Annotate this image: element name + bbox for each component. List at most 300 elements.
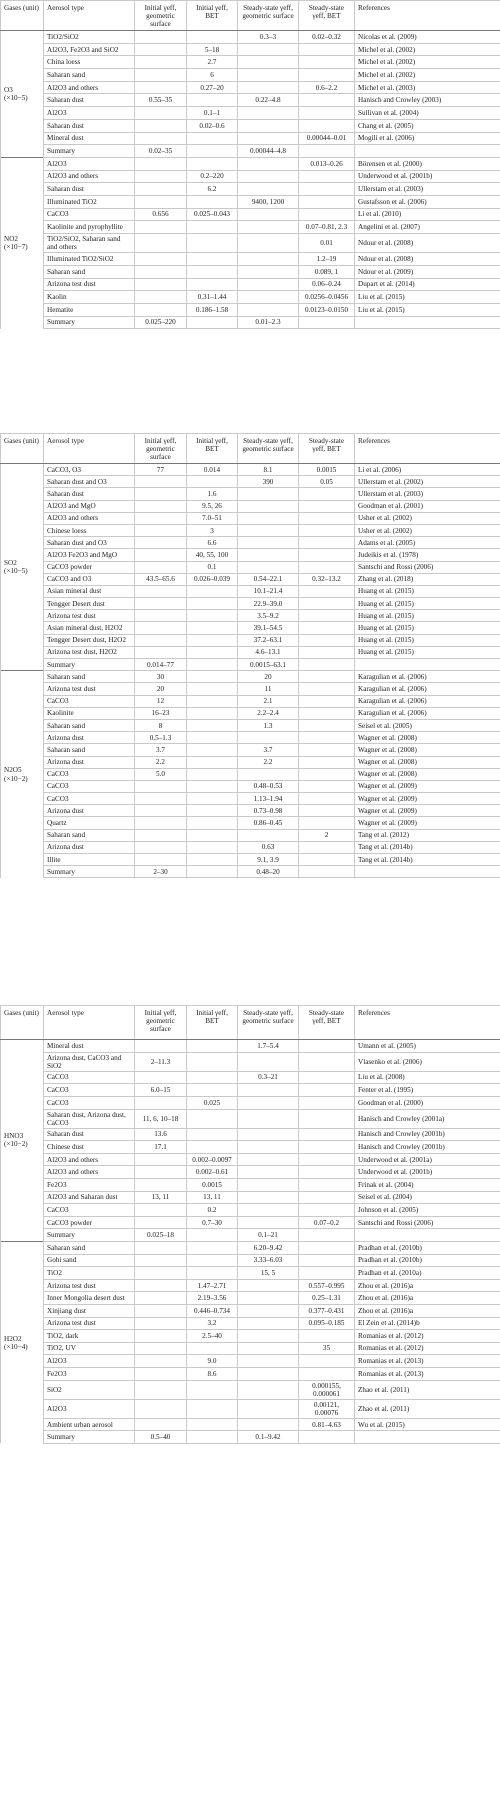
steady-bet-cell [299, 1191, 355, 1204]
aerosol-type-cell: Chinese loess [44, 524, 135, 536]
steady-bet-cell [299, 1166, 355, 1179]
initial-bet-cell: 0.002–0.61 [187, 1166, 238, 1179]
initial-bet-cell: 2.7 [187, 56, 238, 69]
reference-cell: Wagner et al. (2009) [355, 793, 500, 805]
steady-bet-cell [299, 634, 355, 646]
steady-geometric-cell [238, 1191, 299, 1204]
initial-geometric-cell [135, 253, 187, 266]
gas-name: HNO3 [4, 1132, 24, 1141]
table-row [1, 94, 500, 107]
reference-cell: Sullivan et al. (2004) [355, 107, 500, 120]
initial-bet-cell: 0.186–1.58 [187, 303, 238, 316]
initial-geometric-cell: 8 [135, 719, 187, 731]
reference-cell: Wagner et al. (2008) [355, 756, 500, 768]
initial-bet-cell: 40, 55, 100 [187, 549, 238, 561]
steady-geometric-cell: 1.3 [238, 719, 299, 731]
initial-geometric-cell [135, 43, 187, 56]
table-row [1, 866, 500, 878]
steady-geometric-cell [238, 829, 299, 841]
initial-geometric-cell: 13.6 [135, 1128, 187, 1141]
initial-bet-cell [187, 646, 238, 658]
steady-geometric-cell [238, 1355, 299, 1368]
initial-bet-cell [187, 732, 238, 744]
aerosol-type-cell: Saharan sand [44, 69, 135, 82]
table-row [1, 622, 500, 634]
initial-bet-cell [187, 817, 238, 829]
steady-geometric-cell: 1.7–5.4 [238, 1040, 299, 1053]
initial-bet-cell: 0.2–220 [187, 170, 238, 183]
table-row [1, 744, 500, 756]
initial-bet-cell [187, 31, 238, 44]
initial-geometric-cell: 5.0 [135, 768, 187, 780]
reference-cell: Huang et al. (2015) [355, 646, 500, 658]
initial-bet-cell [187, 1084, 238, 1097]
steady-bet-cell [299, 1254, 355, 1267]
table-row [1, 841, 500, 853]
initial-geometric-cell [135, 303, 187, 316]
data-table [0, 433, 500, 878]
initial-geometric-cell: 0.025–220 [135, 316, 187, 329]
steady-bet-cell [299, 1241, 355, 1254]
aerosol-type-header: Aerosol type [44, 1006, 135, 1040]
steady-geometric-cell [238, 1153, 299, 1166]
aerosol-type-cell: Arizona test dust [44, 1317, 135, 1330]
table-row [1, 221, 500, 234]
initial-bet-cell: 0.446–0.734 [187, 1304, 238, 1317]
initial-bet-cell: 6.2 [187, 183, 238, 196]
reference-cell: Frinak et al. (2004) [355, 1179, 500, 1192]
reference-cell: Hanisch and Crowley (2003) [355, 94, 500, 107]
initial-geometric-cell [135, 488, 187, 500]
steady-bet-cell: 0.6–2.2 [299, 81, 355, 94]
table-row [1, 500, 500, 512]
reference-cell [355, 1229, 500, 1242]
initial-bet-cell [187, 278, 238, 291]
steady-bet-cell: 0.25–1.31 [299, 1292, 355, 1305]
table-row [1, 488, 500, 500]
initial-bet-cell: 0.27–20 [187, 81, 238, 94]
steady-geometric-header: Steady-state γeff, geometric surface [238, 1006, 299, 1040]
initial-bet-cell [187, 132, 238, 145]
steady-geometric-cell: 0.1–9.42 [238, 1431, 299, 1444]
aerosol-type-cell: Summary [44, 316, 135, 329]
aerosol-type-cell: Summary [44, 1229, 135, 1242]
steady-geometric-cell [238, 253, 299, 266]
initial-geometric-cell [135, 512, 187, 524]
gas-cell [1, 671, 44, 878]
initial-geometric-cell [135, 1342, 187, 1355]
steady-geometric-cell [238, 1342, 299, 1355]
gas-name: H2O2 [4, 1334, 22, 1343]
aerosol-type-cell: CaCO3 [44, 768, 135, 780]
initial-geometric-cell [135, 69, 187, 82]
steady-bet-cell [299, 610, 355, 622]
reference-cell: Karagulian et al. (2006) [355, 695, 500, 707]
initial-geometric-cell [135, 81, 187, 94]
initial-geometric-cell [135, 1418, 187, 1431]
reference-cell: Ullerstam et al. (2003) [355, 488, 500, 500]
reference-cell: Huang et al. (2015) [355, 610, 500, 622]
steady-bet-cell [299, 646, 355, 658]
gases-header: Gases (unit) [1, 1006, 44, 1040]
initial-bet-cell [187, 265, 238, 278]
reference-cell: Seisel et al. (2004) [355, 1191, 500, 1204]
table-row [1, 793, 500, 805]
reference-cell: Michel et al. (2002) [355, 43, 500, 56]
reference-cell [355, 659, 500, 671]
steady-bet-cell: 0.02–0.32 [299, 31, 355, 44]
initial-geometric-cell [135, 1330, 187, 1343]
steady-geometric-cell [238, 69, 299, 82]
initial-geometric-cell [135, 622, 187, 634]
steady-bet-cell [299, 1040, 355, 1053]
initial-bet-cell: 2.5–40 [187, 1330, 238, 1343]
initial-bet-cell [187, 1254, 238, 1267]
reference-cell: Romanias et al. (2012) [355, 1330, 500, 1343]
steady-geometric-cell: 0.22–4.8 [238, 94, 299, 107]
steady-bet-cell [299, 756, 355, 768]
aerosol-type-cell: CaCO3 powder [44, 1216, 135, 1229]
initial-bet-cell: 0.014 [187, 464, 238, 476]
initial-geometric-cell [135, 585, 187, 597]
aerosol-type-cell: CaCO3 [44, 1084, 135, 1097]
steady-bet-cell [299, 695, 355, 707]
initial-bet-header: Initial γeff, BET [187, 1006, 238, 1040]
steady-bet-cell [299, 488, 355, 500]
table-row [1, 1418, 500, 1431]
table-row [1, 43, 500, 56]
steady-geometric-cell: 0.3–21 [238, 1071, 299, 1084]
initial-geometric-cell: 2–30 [135, 866, 187, 878]
aerosol-type-cell: China loess [44, 56, 135, 69]
reference-cell: Underwood et al. (2001b) [355, 1166, 500, 1179]
initial-bet-cell [187, 707, 238, 719]
initial-bet-cell [187, 1071, 238, 1084]
gas-cell [1, 464, 44, 671]
initial-geometric-cell [135, 841, 187, 853]
steady-geometric-cell [238, 561, 299, 573]
reference-cell: Chang et al. (2005) [355, 119, 500, 132]
reference-cell: Ullerstam et al. (2002) [355, 476, 500, 488]
steady-geometric-cell [238, 1166, 299, 1179]
header-row [1, 434, 500, 464]
aerosol-type-cell: Saharan dust [44, 1128, 135, 1141]
aerosol-type-cell: Inner Mongolia desert dust [44, 1292, 135, 1305]
table-row [1, 170, 500, 183]
steady-bet-cell [299, 780, 355, 792]
initial-geometric-cell [135, 221, 187, 234]
table-row [1, 253, 500, 266]
initial-geometric-cell: 12 [135, 695, 187, 707]
steady-geometric-cell: 3.7 [238, 744, 299, 756]
gas-cell [1, 157, 44, 328]
initial-geometric-cell: 13, 11 [135, 1191, 187, 1204]
steady-bet-cell [299, 119, 355, 132]
initial-bet-cell [187, 145, 238, 158]
reference-cell [355, 866, 500, 878]
reference-cell: Tang et al. (2014b) [355, 854, 500, 866]
initial-bet-cell [187, 866, 238, 878]
gas-name: SO2 [4, 559, 17, 568]
table-row [1, 132, 500, 145]
initial-bet-cell: 0.026–0.039 [187, 573, 238, 585]
steady-geometric-cell: 0.01–2.3 [238, 316, 299, 329]
aerosol-type-cell: Saharan dust and O3 [44, 537, 135, 549]
steady-geometric-cell [238, 1399, 299, 1418]
reference-cell: Tang et al. (2012) [355, 829, 500, 841]
steady-bet-cell: 0.089, 1 [299, 265, 355, 278]
initial-bet-cell [187, 598, 238, 610]
aerosol-type-cell: CaCO3 [44, 1204, 135, 1217]
initial-bet-cell: 0.002–0.0097 [187, 1153, 238, 1166]
initial-geometric-cell: 2.2 [135, 756, 187, 768]
steady-bet-cell [299, 1229, 355, 1242]
initial-geometric-cell: 0.55–35 [135, 94, 187, 107]
initial-bet-cell [187, 1418, 238, 1431]
steady-bet-cell [299, 561, 355, 573]
reference-cell: Zhou et al. (2016)a [355, 1304, 500, 1317]
reference-cell: Karagulian et al. (2006) [355, 671, 500, 683]
aerosol-type-cell: Al2O3 and others [44, 1166, 135, 1179]
aerosol-type-cell: CaCO3 [44, 208, 135, 221]
table-row [1, 1267, 500, 1280]
aerosol-type-cell: CaCO3 powder [44, 561, 135, 573]
reference-cell: Ndour et al. (2008) [355, 234, 500, 253]
steady-bet-header: Steady-state γeff, BET [299, 1, 355, 31]
table-row [1, 1431, 500, 1444]
steady-bet-cell [299, 1367, 355, 1380]
initial-geometric-cell [135, 634, 187, 646]
steady-bet-cell [299, 598, 355, 610]
header-row [1, 1006, 500, 1040]
steady-geometric-cell [238, 56, 299, 69]
steady-geometric-cell [238, 265, 299, 278]
steady-bet-cell [299, 841, 355, 853]
initial-bet-cell [187, 1109, 238, 1128]
table-row [1, 1342, 500, 1355]
steady-bet-cell: 0.81–4.63 [299, 1418, 355, 1431]
reference-cell [355, 316, 500, 329]
reference-cell: Zhang et al. (2018) [355, 573, 500, 585]
table-row [1, 1191, 500, 1204]
steady-bet-cell [299, 659, 355, 671]
reference-cell: Wagner et al. (2008) [355, 732, 500, 744]
table-row [1, 1355, 500, 1368]
table-row [1, 31, 500, 44]
initial-geometric-cell [135, 265, 187, 278]
initial-geometric-cell [135, 1153, 187, 1166]
initial-bet-cell [187, 316, 238, 329]
initial-geometric-cell [135, 524, 187, 536]
gas-cell [1, 1040, 44, 1242]
initial-bet-cell: 0.025–0.043 [187, 208, 238, 221]
steady-bet-cell [299, 524, 355, 536]
steady-bet-cell: 0.000155, 0.000061 [299, 1380, 355, 1399]
steady-geometric-cell [238, 1109, 299, 1128]
initial-geometric-cell [135, 793, 187, 805]
table-row [1, 537, 500, 549]
aerosol-type-cell: Saharan sand [44, 671, 135, 683]
steady-geometric-cell: 0.3–3 [238, 31, 299, 44]
steady-geometric-cell [238, 1330, 299, 1343]
initial-geometric-cell: 0.014–77 [135, 659, 187, 671]
reference-cell: Michel et al. (2002) [355, 69, 500, 82]
steady-bet-cell [299, 1071, 355, 1084]
steady-geometric-cell [238, 1179, 299, 1192]
initial-bet-cell [187, 683, 238, 695]
steady-geometric-cell [238, 1128, 299, 1141]
references-header: References [355, 1, 500, 31]
steady-bet-cell: 0.0123–0.0150 [299, 303, 355, 316]
steady-geometric-cell [238, 1141, 299, 1154]
table-row [1, 1179, 500, 1192]
steady-geometric-cell [238, 43, 299, 56]
table-part-2 [0, 433, 500, 878]
steady-bet-header: Steady-state γeff, BET [299, 434, 355, 464]
reference-cell: Santschi and Rossi (2006) [355, 1216, 500, 1229]
table-row [1, 81, 500, 94]
steady-geometric-cell [238, 512, 299, 524]
steady-bet-cell: 0.00121, 0.00076 [299, 1399, 355, 1418]
initial-geometric-cell [135, 1096, 187, 1109]
aerosol-type-cell: CaCO3 and O3 [44, 573, 135, 585]
gas-unit: (×10−2) [4, 1140, 28, 1149]
steady-bet-cell [299, 1330, 355, 1343]
steady-bet-cell [299, 1096, 355, 1109]
aerosol-type-cell: Ambient urban aerosol [44, 1418, 135, 1431]
initial-bet-cell [187, 610, 238, 622]
initial-geometric-cell [135, 1355, 187, 1368]
steady-geometric-cell [238, 1292, 299, 1305]
reference-cell: Wagner et al. (2009) [355, 817, 500, 829]
table-row [1, 1229, 500, 1242]
header-row [1, 1, 500, 31]
table-row [1, 1204, 500, 1217]
initial-geometric-cell [135, 780, 187, 792]
gas-name: N2O5 [4, 766, 22, 775]
table-row [1, 69, 500, 82]
aerosol-type-cell: TiO2/SiO2, Saharan sand and others [44, 234, 135, 253]
initial-bet-cell: 0.7–30 [187, 1216, 238, 1229]
steady-bet-cell [299, 1141, 355, 1154]
initial-geometric-cell [135, 1367, 187, 1380]
reference-cell: Tang et al. (2014b) [355, 841, 500, 853]
aerosol-type-cell: Al2O3 [44, 1399, 135, 1418]
table-row [1, 107, 500, 120]
initial-bet-cell [187, 476, 238, 488]
steady-geometric-cell [238, 221, 299, 234]
reference-cell: Romanias et al. (2013) [355, 1355, 500, 1368]
reference-cell: Wagner et al. (2008) [355, 768, 500, 780]
table-part-1 [0, 0, 500, 329]
initial-bet-cell [187, 1040, 238, 1053]
aerosol-type-cell: Al2O3 [44, 107, 135, 120]
steady-geometric-cell [238, 119, 299, 132]
initial-bet-cell: 0.2 [187, 1204, 238, 1217]
steady-geometric-cell [238, 278, 299, 291]
steady-geometric-cell: 0.48–0.53 [238, 780, 299, 792]
steady-geometric-cell: 22.9–39.0 [238, 598, 299, 610]
initial-bet-cell [187, 805, 238, 817]
table-part-3 [0, 1005, 500, 1444]
reference-cell: Ndour et al. (2009) [355, 265, 500, 278]
initial-geometric-cell: 0.656 [135, 208, 187, 221]
aerosol-type-cell: Saharan dust, Arizona dust, CaCO3 [44, 1109, 135, 1128]
table-row [1, 768, 500, 780]
steady-bet-header: Steady-state γeff, BET [299, 1006, 355, 1040]
reference-cell: Hanisch and Crowley (2001b) [355, 1128, 500, 1141]
aerosol-type-header: Aerosol type [44, 434, 135, 464]
reference-cell: Judeikis et al. (1978) [355, 549, 500, 561]
steady-bet-cell [299, 854, 355, 866]
reference-cell: Dupart et al. (2014) [355, 278, 500, 291]
aerosol-type-cell: Al2O3 and others [44, 170, 135, 183]
steady-bet-cell: 0.06–0.24 [299, 278, 355, 291]
initial-bet-cell: 0.31–1.44 [187, 291, 238, 304]
reference-cell: Pradhan et al. (2010b) [355, 1241, 500, 1254]
reference-cell: Vlasenko et al. (2006) [355, 1052, 500, 1071]
initial-bet-cell: 6.6 [187, 537, 238, 549]
initial-bet-cell [187, 829, 238, 841]
gas-name: O3 [4, 85, 13, 94]
initial-geometric-cell [135, 291, 187, 304]
initial-geometric-cell [135, 157, 187, 170]
steady-geometric-cell: 3.33–6.03 [238, 1254, 299, 1267]
initial-geometric-cell [135, 854, 187, 866]
reference-cell: Hanisch and Crowley (2001a) [355, 1109, 500, 1128]
initial-geometric-cell: 6.0–15 [135, 1084, 187, 1097]
steady-bet-cell [299, 805, 355, 817]
aerosol-type-cell: Al2O3 [44, 1355, 135, 1368]
aerosol-type-cell: Al2O3 and MgO [44, 500, 135, 512]
steady-bet-cell: 35 [299, 1342, 355, 1355]
table-row [1, 157, 500, 170]
steady-bet-cell [299, 1431, 355, 1444]
initial-geometric-cell [135, 1254, 187, 1267]
reference-cell: Adams et al. (2005) [355, 537, 500, 549]
initial-bet-cell: 5–18 [187, 43, 238, 56]
reference-cell: Usher et al. (2002) [355, 512, 500, 524]
steady-geometric-cell: 0.54–22.1 [238, 573, 299, 585]
aerosol-type-cell: CaCO3 [44, 1071, 135, 1084]
steady-bet-cell: 0.32–13.2 [299, 573, 355, 585]
steady-geometric-cell [238, 1084, 299, 1097]
table-row [1, 671, 500, 683]
aerosol-type-header: Aerosol type [44, 1, 135, 31]
table-row [1, 549, 500, 561]
initial-geometric-cell [135, 278, 187, 291]
reference-cell: Zhou et al. (2016)a [355, 1292, 500, 1305]
table-row [1, 265, 500, 278]
reference-cell: Karagulian et al. (2006) [355, 707, 500, 719]
table-row [1, 316, 500, 329]
aerosol-type-cell: Illuminated TiO2/SiO2 [44, 253, 135, 266]
aerosol-type-cell: CaCO3 [44, 780, 135, 792]
reference-cell: El Zein et al. (2014)b [355, 1317, 500, 1330]
initial-geometric-cell: 3.7 [135, 744, 187, 756]
reference-cell: Huang et al. (2015) [355, 634, 500, 646]
aerosol-type-cell: Arizona dust [44, 732, 135, 744]
table-row [1, 695, 500, 707]
initial-geometric-cell [135, 1267, 187, 1280]
reference-cell [355, 1431, 500, 1444]
initial-bet-cell: 9.5, 26 [187, 500, 238, 512]
gas-unit: (×10−5) [4, 93, 28, 102]
steady-bet-cell [299, 866, 355, 878]
reference-cell: Gustafsson et al. (2006) [355, 195, 500, 208]
table-row [1, 646, 500, 658]
initial-geometric-cell: 17.1 [135, 1141, 187, 1154]
